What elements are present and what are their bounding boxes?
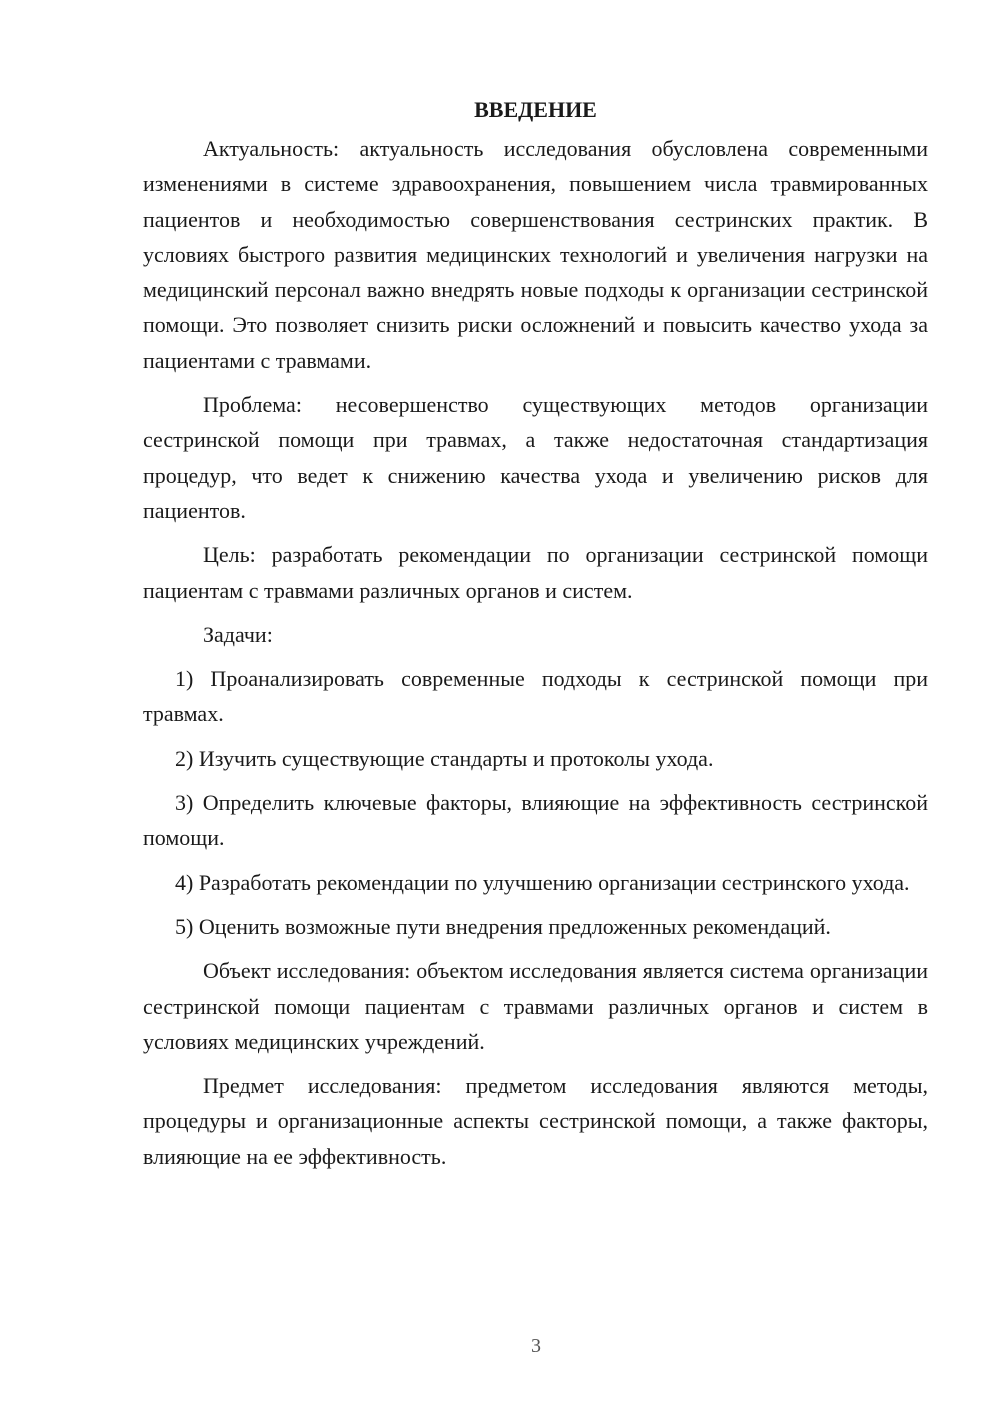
section-heading: ВВЕДЕНИЕ [474,97,597,122]
task-item-1: 1) Проанализировать современные подходы к сестринской помощи при травмах. [143,666,928,727]
task-item-2: 2) Изучить существующие стандарты и протоколы ухода. [175,745,714,771]
page-number: 3 [531,1335,541,1357]
paragraph-subject: Предмет исследования: предметом исследования являются методы, процедуры и организационные аспекты сестринской помощи, а также факторы, влияющие на ее эффективность. [143,1073,928,1169]
document-page [143,92,928,1174]
paragraph-relevance: Актуальность: актуальность исследования обусловлена современными изменениями в системе здравоохранения, повышением числа травмированных пациентов и необходимостью совершенствования сестринских практик. В условиях быстрого развития медицинских технологий и увеличения нагрузки на медицинский персонал важно внедрять новые подходы к организации сестринской помощи. Это позволяет снизить риски осложнений и повысить качество ухода за пациентами с травмами. [143,136,928,373]
paragraph-object: Объект исследования: объектом исследования является система организации сестринской помощи пациентам с травмами различных органов и систем в условиях медицинских учреждений. [143,958,928,1054]
paragraph-tasks-label: Задачи: [203,621,273,647]
task-item-3: 3) Определить ключевые факторы, влияющие на эффективность сестринской помощи. [143,790,928,851]
task-item-5: 5) Оценить возможные пути внедрения предложенных рекомендаций. [175,913,831,939]
paragraph-goal: Цель: разработать рекомендации по организации сестринской помощи пациентам с травмами различных органов и систем. [143,542,928,603]
task-item-4: 4) Разработать рекомендации по улучшению организации сестринского ухода. [175,869,910,895]
paragraph-problem: Проблема: несовершенство существующих методов организации сестринской помощи при травмах, а также недостаточная стандартизация процедур, что ведет к снижению качества ухода и увеличению рисков для пациентов. [143,392,928,523]
